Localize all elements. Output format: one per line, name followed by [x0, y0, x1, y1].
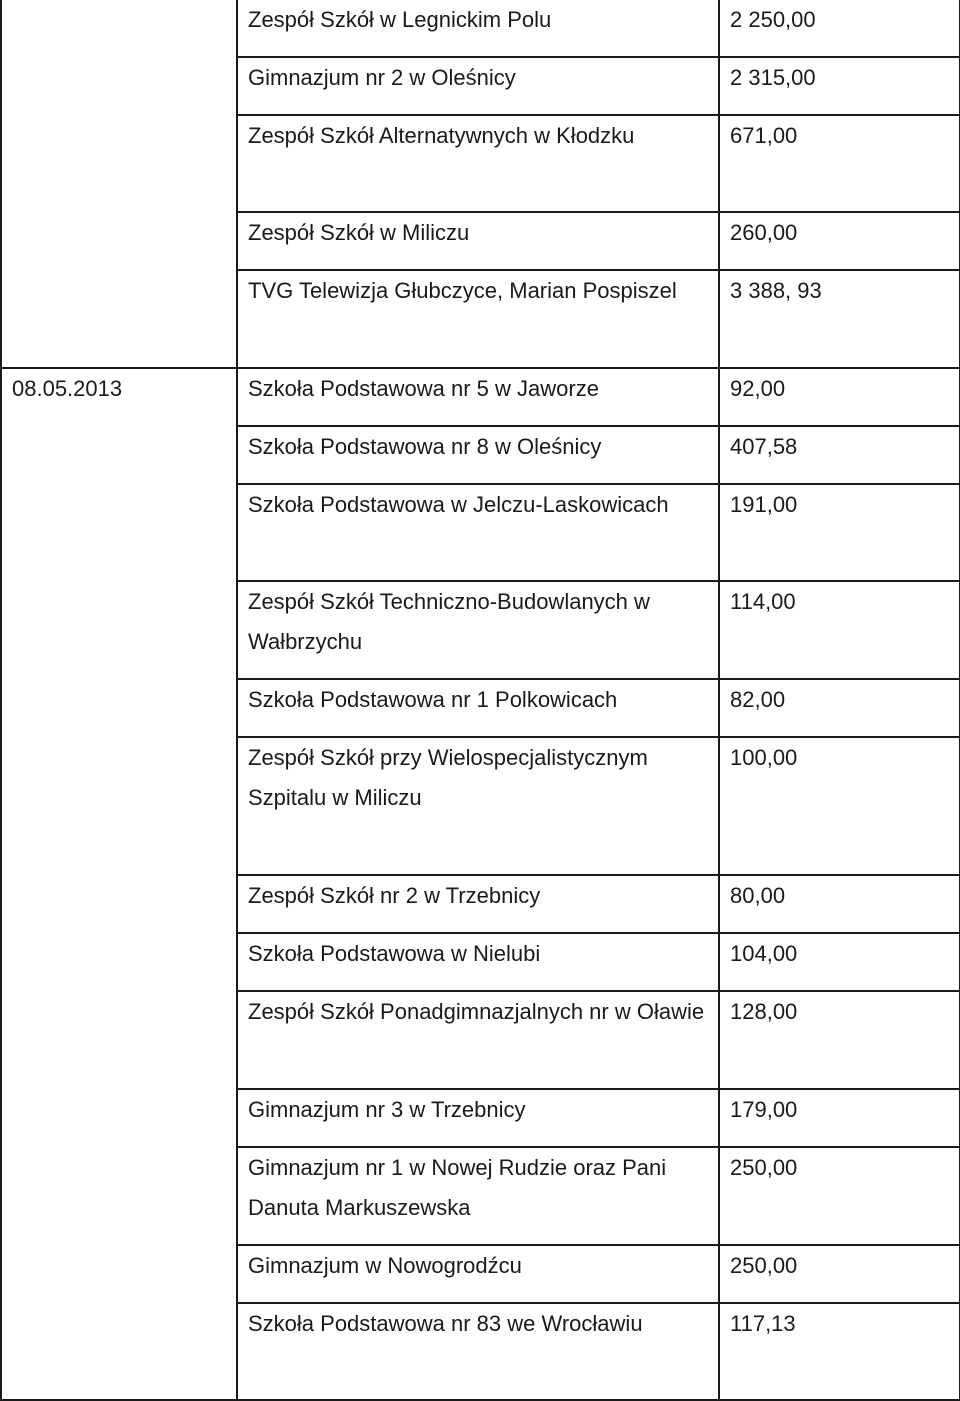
school-name-cell: Szkoła Podstawowa nr 83 we Wrocławiu [237, 1303, 719, 1400]
amount-cell: 3 388, 93 [719, 270, 960, 368]
amount-cell: 100,00 [719, 737, 960, 875]
school-name-cell: Szkoła Podstawowa nr 1 Polkowicach [237, 679, 719, 737]
amount-cell: 191,00 [719, 484, 960, 581]
school-name-cell: Szkoła Podstawowa nr 5 w Jaworze [237, 368, 719, 426]
school-name-cell: Gimnazjum nr 1 w Nowej Rudzie oraz Pani Danuta Markuszewska [237, 1147, 719, 1245]
table-body [1, 0, 960, 1400]
amount-cell: 92,00 [719, 368, 960, 426]
amount-cell: 2 250,00 [719, 0, 960, 57]
amount-cell: 671,00 [719, 115, 960, 212]
school-name-cell: Gimnazjum nr 3 w Trzebnicy [237, 1089, 719, 1147]
school-name-cell: Gimnazjum w Nowogrodźcu [237, 1245, 719, 1303]
amount-cell: 117,13 [719, 1303, 960, 1400]
table-row [1, 368, 960, 426]
date-cell-empty [1, 0, 237, 368]
amount-cell: 104,00 [719, 933, 960, 991]
school-name-cell: Zespół Szkół Techniczno-Budowlanych w Wałbrzychu [237, 581, 719, 679]
amount-cell: 82,00 [719, 679, 960, 737]
school-name-cell: Zespół Szkół przy Wielospecjalistycznym Szpitalu w Miliczu [237, 737, 719, 875]
school-name-cell: Zespół Szkół Ponadgimnazjalnych nr w Oławie [237, 991, 719, 1089]
school-name-cell: Zespół Szkół w Legnickim Polu [237, 0, 719, 57]
amount-cell: 250,00 [719, 1147, 960, 1245]
amount-cell: 250,00 [719, 1245, 960, 1303]
school-name-cell: TVG Telewizja Głubczyce, Marian Pospiszel [237, 270, 719, 368]
amount-cell: 260,00 [719, 212, 960, 270]
school-name-cell: Zespół Szkół w Miliczu [237, 212, 719, 270]
amount-cell: 114,00 [719, 581, 960, 679]
amount-cell: 80,00 [719, 875, 960, 933]
amount-cell: 128,00 [719, 991, 960, 1089]
school-name-cell: Szkoła Podstawowa nr 8 w Oleśnicy [237, 426, 719, 484]
date-cell: 08.05.2013 [1, 368, 237, 1400]
amount-cell: 407,58 [719, 426, 960, 484]
school-name-cell: Zespół Szkół Alternatywnych w Kłodzku [237, 115, 719, 212]
table-row [1, 0, 960, 57]
school-name-cell: Szkoła Podstawowa w Nielubi [237, 933, 719, 991]
amount-cell: 2 315,00 [719, 57, 960, 115]
amount-cell: 179,00 [719, 1089, 960, 1147]
school-name-cell: Szkoła Podstawowa w Jelczu-Laskowicach [237, 484, 719, 581]
school-name-cell: Gimnazjum nr 2 w Oleśnicy [237, 57, 719, 115]
school-name-cell: Zespół Szkół nr 2 w Trzebnicy [237, 875, 719, 933]
